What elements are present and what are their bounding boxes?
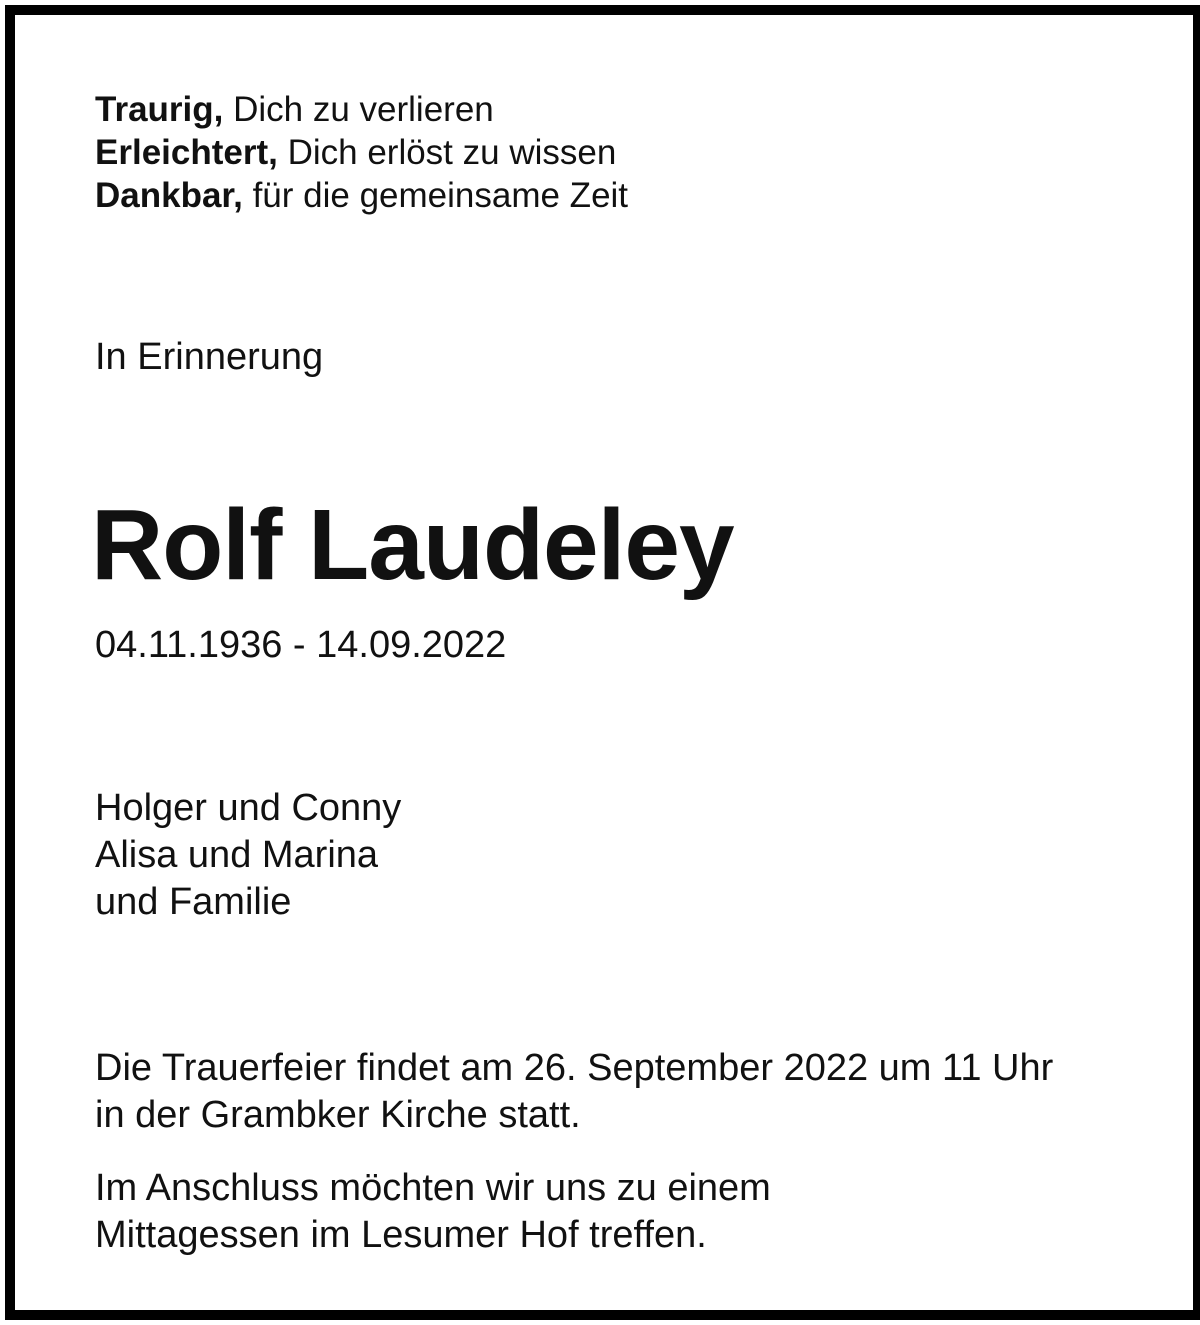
intro-rest-text: Dich zu verlieren (223, 90, 494, 129)
meeting-line: Mittagessen im Lesumer Hof treffen. (95, 1214, 707, 1256)
family-signature (95, 785, 401, 926)
meeting-info (95, 1165, 771, 1259)
memory-label: In Erinnerung (95, 336, 324, 378)
family-line: Alisa und Marina (95, 834, 379, 876)
notice-border (5, 5, 1200, 1320)
intro-bold-word: Traurig, (95, 90, 224, 129)
family-line: Holger und Conny (95, 787, 402, 829)
deceased-name: Rolf Laudeley (91, 489, 734, 601)
intro-line (95, 88, 628, 131)
ceremony-line: in der Grambker Kirche statt. (95, 1094, 581, 1136)
meeting-line: Im Anschluss möchten wir uns zu einem (95, 1167, 771, 1209)
intro-bold-word: Erleichtert, (95, 133, 278, 172)
intro-rest-text: Dich erlöst zu wissen (277, 133, 617, 172)
intro-bold-word: Dankbar, (95, 176, 243, 215)
life-dates: 04.11.1936 - 14.09.2022 (95, 624, 507, 666)
family-line: und Familie (95, 881, 292, 923)
ceremony-line: Die Trauerfeier findet am 26. September 2022 um 11 Uhr (95, 1047, 1054, 1089)
ceremony-info (95, 1045, 1053, 1139)
intro-line (95, 131, 628, 174)
intro-line (95, 174, 628, 217)
intro-rest-text: für die gemeinsame Zeit (242, 176, 629, 215)
intro-verse (95, 88, 628, 217)
